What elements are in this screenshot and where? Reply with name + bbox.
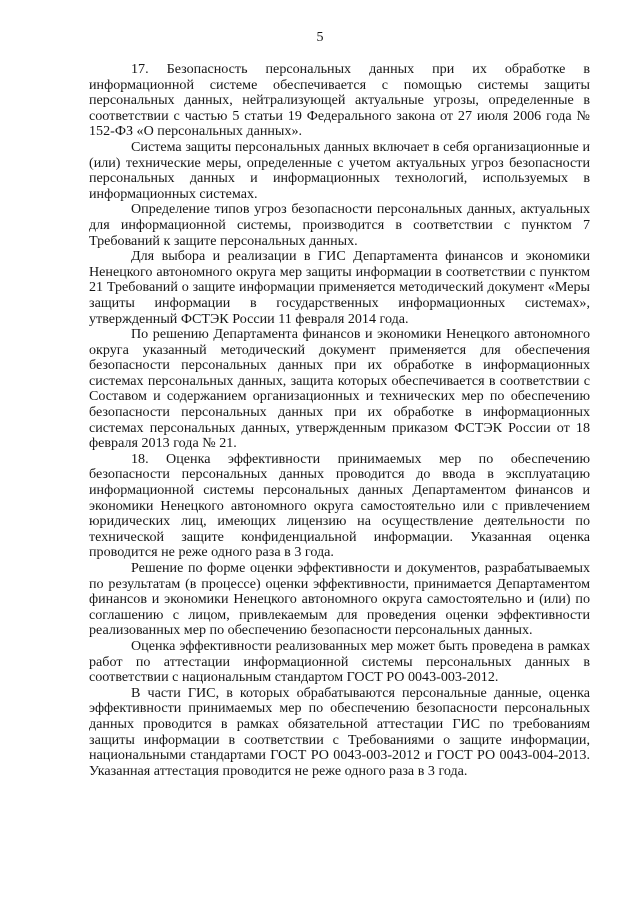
paragraph-gis-attestation: В части ГИС, в которых обрабатываются персональные данные, оценка эффективности принимаемых мер по обеспечению безопасности персональных данных проводится в рамках обязательной аттестации ГИС по требованиям защиты информации в соответствии с Требованиями о защите информации, национальными стандартами ГОСТ РО 0043-003-2012 и ГОСТ РО 0043-004-2013. Указанная аттестация проводится не реже одного раза в 3 года. xyxy=(89,684,590,779)
paragraph-department-decision: По решению Департамента финансов и экономики Ненецкого автономного округа указанный методический документ применяется для обеспечения безопасности персональных данных при их обработке в информационных системах персональных данных, защита которых обеспечивается в соответствии с Составом и содержанием организационных и технических мер по обеспечению безопасности персональных данных при их обработке в информационных системах персональных данных, утвержденным приказом ФСТЭК России от 18 февраля 2013 года № 21. xyxy=(89,326,590,452)
paragraph-attestation-works: Оценка эффективности реализованных мер может быть проведена в рамках работ по аттестации информационной системы персональных данных в соответствии с национальным стандартом ГОСТ РО 0043-003-2012. xyxy=(89,637,590,686)
paragraph-protection-system: Система защиты персональных данных включает в себя организационные и (или) технические меры, определенные с учетом актуальных угроз безопасности персональных данных и информационных технологий, используемых в информационных системах. xyxy=(89,138,590,202)
paragraph-evaluation-form: Решение по форме оценки эффективности и документов, разрабатываемых по результатам (в процессе) оценки эффективности, принимается Департаментом финансов и экономики Ненецкого автономного округа самостоятельно и (или) по соглашению с лицом, привлекаемым для проведения оценки эффективности реализованных мер по обеспечению безопасности персональных данных. xyxy=(89,560,590,639)
document-body xyxy=(89,62,590,779)
page-number: 5 xyxy=(316,30,324,45)
paragraph-threat-types: Определение типов угроз безопасности персональных данных, актуальных для информационной системы, производится в соответствии с пунктом 7 Требований к защите персональных данных. xyxy=(89,201,590,249)
paragraph-17-security: 17. Безопасность персональных данных при их обработке в информационной системе обеспечивается с помощью системы защиты персональных данных, нейтрализующей актуальные угрозы, определенные в соответствии с частью 5 статьи 19 Федерального закона от 27 июля 2006 года № 152-ФЗ «О персональных данных». xyxy=(89,61,590,140)
paragraph-measures-selection: Для выбора и реализации в ГИС Департамента финансов и экономики Ненецкого автономного округа мер защиты информации в соответствии с пунктом 21 Требований о защите информации применяется методический документ «Меры защиты информации в государственных информационных системах», утвержденный ФСТЭК России 11 февраля 2014 года. xyxy=(89,248,590,327)
paragraph-18-evaluation: 18. Оценка эффективности принимаемых мер по обеспечению безопасности персональных данных проводится до ввода в эксплуатацию информационной системы персональных данных Департаментом финансов и экономики Ненецкого автономного округа самостоятельно или с привлечением юридических лиц, имеющих лицензию на осуществление деятельности по технической защите конфиденциальной информации. Указанная оценка проводится не реже одного раза в 3 года. xyxy=(89,450,590,561)
